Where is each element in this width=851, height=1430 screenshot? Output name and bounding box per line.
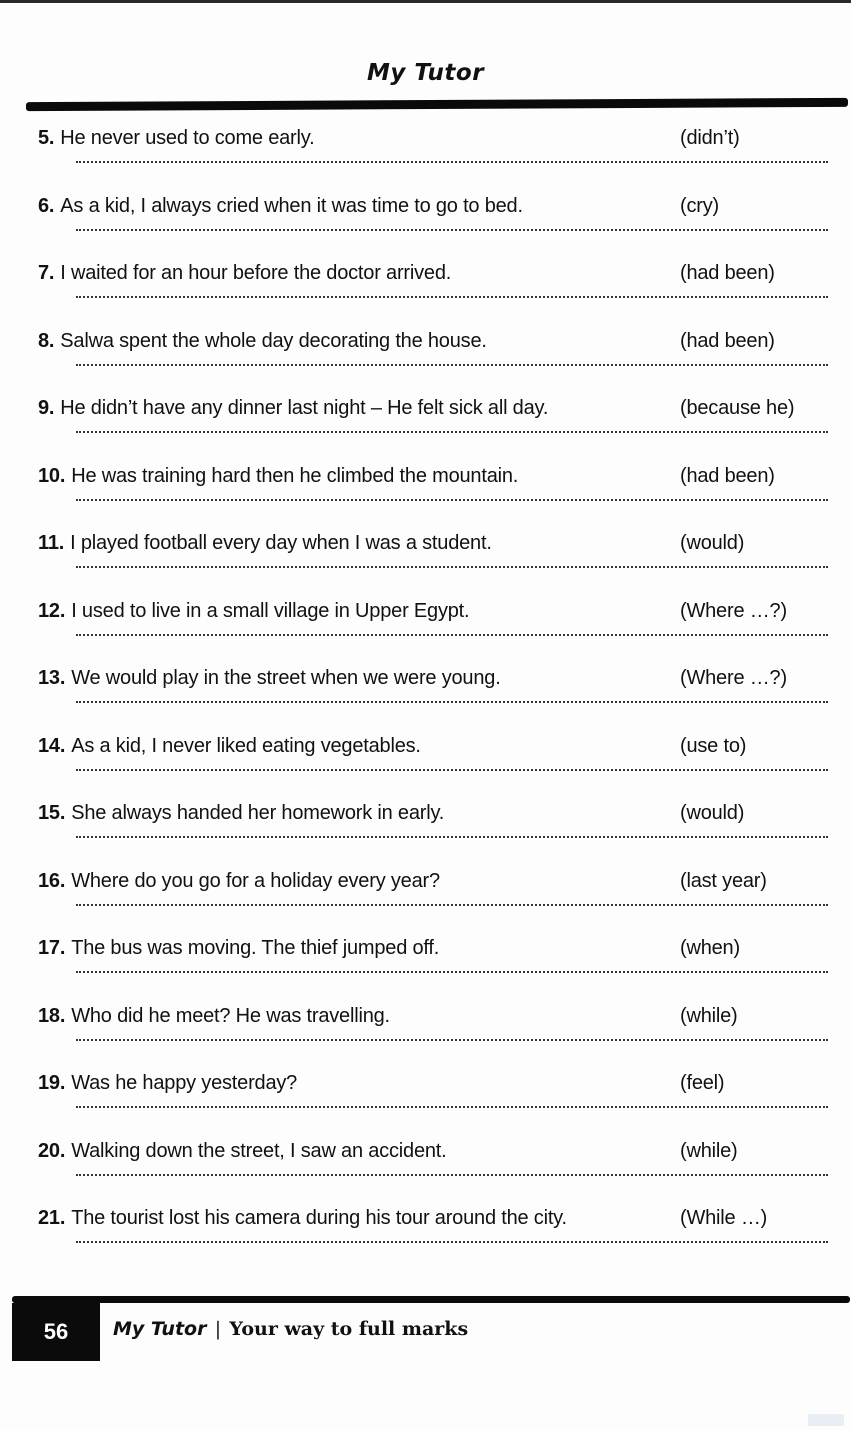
question-item <box>38 1207 838 1247</box>
answer-line[interactable] <box>76 634 828 636</box>
question-item <box>38 600 838 640</box>
answer-line[interactable] <box>76 836 828 838</box>
question-number: 12. <box>38 600 66 622</box>
question-number: 6. <box>38 195 55 217</box>
question-text: We would play in the street when we were young. <box>71 667 501 689</box>
header-rule <box>26 98 848 111</box>
question-number: 9. <box>38 397 55 419</box>
footer-brand: My Tutor <box>113 1318 207 1340</box>
question-number: 11. <box>38 532 65 554</box>
question-sentence <box>38 870 678 893</box>
footer-rule <box>12 1296 850 1303</box>
answer-line[interactable] <box>76 1039 828 1041</box>
question-text: I waited for an hour before the doctor arrived. <box>60 262 452 284</box>
question-text: As a kid, I never liked eating vegetables. <box>71 735 421 757</box>
question-number: 7. <box>38 262 55 284</box>
answer-line[interactable] <box>76 499 828 501</box>
question-item <box>38 465 838 505</box>
question-cue: (would) <box>680 802 745 824</box>
answer-line[interactable] <box>76 1174 828 1176</box>
question-number: 15. <box>38 802 66 824</box>
question-cue: (had been) <box>680 262 775 284</box>
question-item <box>38 532 838 572</box>
question-item <box>38 195 838 235</box>
question-number: 8. <box>38 330 55 352</box>
question-number: 17. <box>38 937 66 959</box>
page-header-title: My Tutor <box>366 60 485 86</box>
question-number: 13. <box>38 667 66 689</box>
question-number: 16. <box>38 870 66 892</box>
question-sentence <box>38 195 678 218</box>
question-cue: (had been) <box>680 465 775 487</box>
question-item <box>38 397 838 437</box>
question-sentence <box>38 1072 678 1095</box>
answer-line[interactable] <box>76 1106 828 1108</box>
question-text: Walking down the street, I saw an accident. <box>71 1140 447 1162</box>
question-number: 10. <box>38 465 66 487</box>
question-sentence <box>38 397 678 420</box>
question-text: I used to live in a small village in Upper Egypt. <box>71 600 470 622</box>
question-item <box>38 1140 838 1180</box>
question-item <box>38 262 838 302</box>
question-sentence <box>38 735 678 758</box>
question-cue: (didn’t) <box>680 127 740 149</box>
question-cue: (cry) <box>680 195 719 217</box>
question-text: The bus was moving. The thief jumped off. <box>71 937 440 959</box>
question-item <box>38 1005 838 1045</box>
question-sentence <box>38 600 678 623</box>
question-number: 19. <box>38 1072 66 1094</box>
answer-line[interactable] <box>76 1241 828 1243</box>
question-cue: (Where …?) <box>680 667 787 689</box>
answer-line[interactable] <box>76 904 828 906</box>
question-text: He didn’t have any dinner last night – He felt sick all day. <box>60 397 549 419</box>
question-sentence <box>38 937 678 960</box>
question-number: 18. <box>38 1005 66 1027</box>
question-text: Was he happy yesterday? <box>71 1072 298 1094</box>
question-cue: (feel) <box>680 1072 725 1094</box>
question-sentence <box>38 262 678 285</box>
question-cue: (While …) <box>680 1207 768 1229</box>
question-sentence <box>38 330 678 353</box>
answer-line[interactable] <box>76 229 828 231</box>
question-cue: (Where …?) <box>680 600 787 622</box>
question-cue: (when) <box>680 937 740 959</box>
question-number: 20. <box>38 1140 66 1162</box>
question-number: 21. <box>38 1207 66 1229</box>
question-text: Salwa spent the whole day decorating the house. <box>60 330 487 352</box>
question-text: He was training hard then he climbed the mountain. <box>71 465 519 487</box>
question-cue: (while) <box>680 1140 738 1162</box>
answer-line[interactable] <box>76 769 828 771</box>
question-sentence <box>38 465 678 488</box>
question-sentence <box>38 667 678 690</box>
question-item <box>38 937 838 977</box>
question-text: She always handed her homework in early. <box>71 802 445 824</box>
scanner-watermark-icon <box>808 1414 844 1426</box>
question-item <box>38 1072 838 1112</box>
question-text: Who did he meet? He was travelling. <box>71 1005 390 1027</box>
question-sentence <box>38 1207 678 1230</box>
question-sentence <box>38 802 678 825</box>
question-number: 14. <box>38 735 66 757</box>
answer-line[interactable] <box>76 364 828 366</box>
question-item <box>38 735 838 775</box>
answer-line[interactable] <box>76 971 828 973</box>
question-sentence <box>38 1140 678 1163</box>
top-edge-line <box>0 0 851 3</box>
question-text: Where do you go for a holiday every year? <box>71 870 440 892</box>
question-text: He never used to come early. <box>60 127 315 149</box>
question-sentence <box>38 532 678 555</box>
question-item <box>38 127 838 167</box>
answer-line[interactable] <box>76 431 828 433</box>
question-cue: (because he) <box>680 397 795 419</box>
question-text: The tourist lost his camera during his tour around the city. <box>71 1207 567 1229</box>
answer-line[interactable] <box>76 566 828 568</box>
question-number: 5. <box>38 127 55 149</box>
question-cue: (while) <box>680 1005 738 1027</box>
question-item <box>38 667 838 707</box>
question-cue: (had been) <box>680 330 775 352</box>
question-item <box>38 802 838 842</box>
page-number: 56 <box>12 1303 100 1361</box>
question-cue: (use to) <box>680 735 747 757</box>
footer-separator: | <box>214 1318 222 1340</box>
question-item <box>38 330 838 370</box>
question-sentence <box>38 127 678 150</box>
question-cue: (would) <box>680 532 745 554</box>
question-text: I played football every day when I was a student. <box>70 532 492 554</box>
answer-line[interactable] <box>76 296 828 298</box>
footer-tagline: Your way to full marks <box>229 1318 469 1340</box>
answer-line[interactable] <box>76 701 828 703</box>
question-cue: (last year) <box>680 870 767 892</box>
question-item <box>38 870 838 910</box>
question-sentence <box>38 1005 678 1028</box>
answer-line[interactable] <box>76 161 828 163</box>
question-text: As a kid, I always cried when it was time to go to bed. <box>60 195 523 217</box>
footer-text <box>113 1318 468 1341</box>
